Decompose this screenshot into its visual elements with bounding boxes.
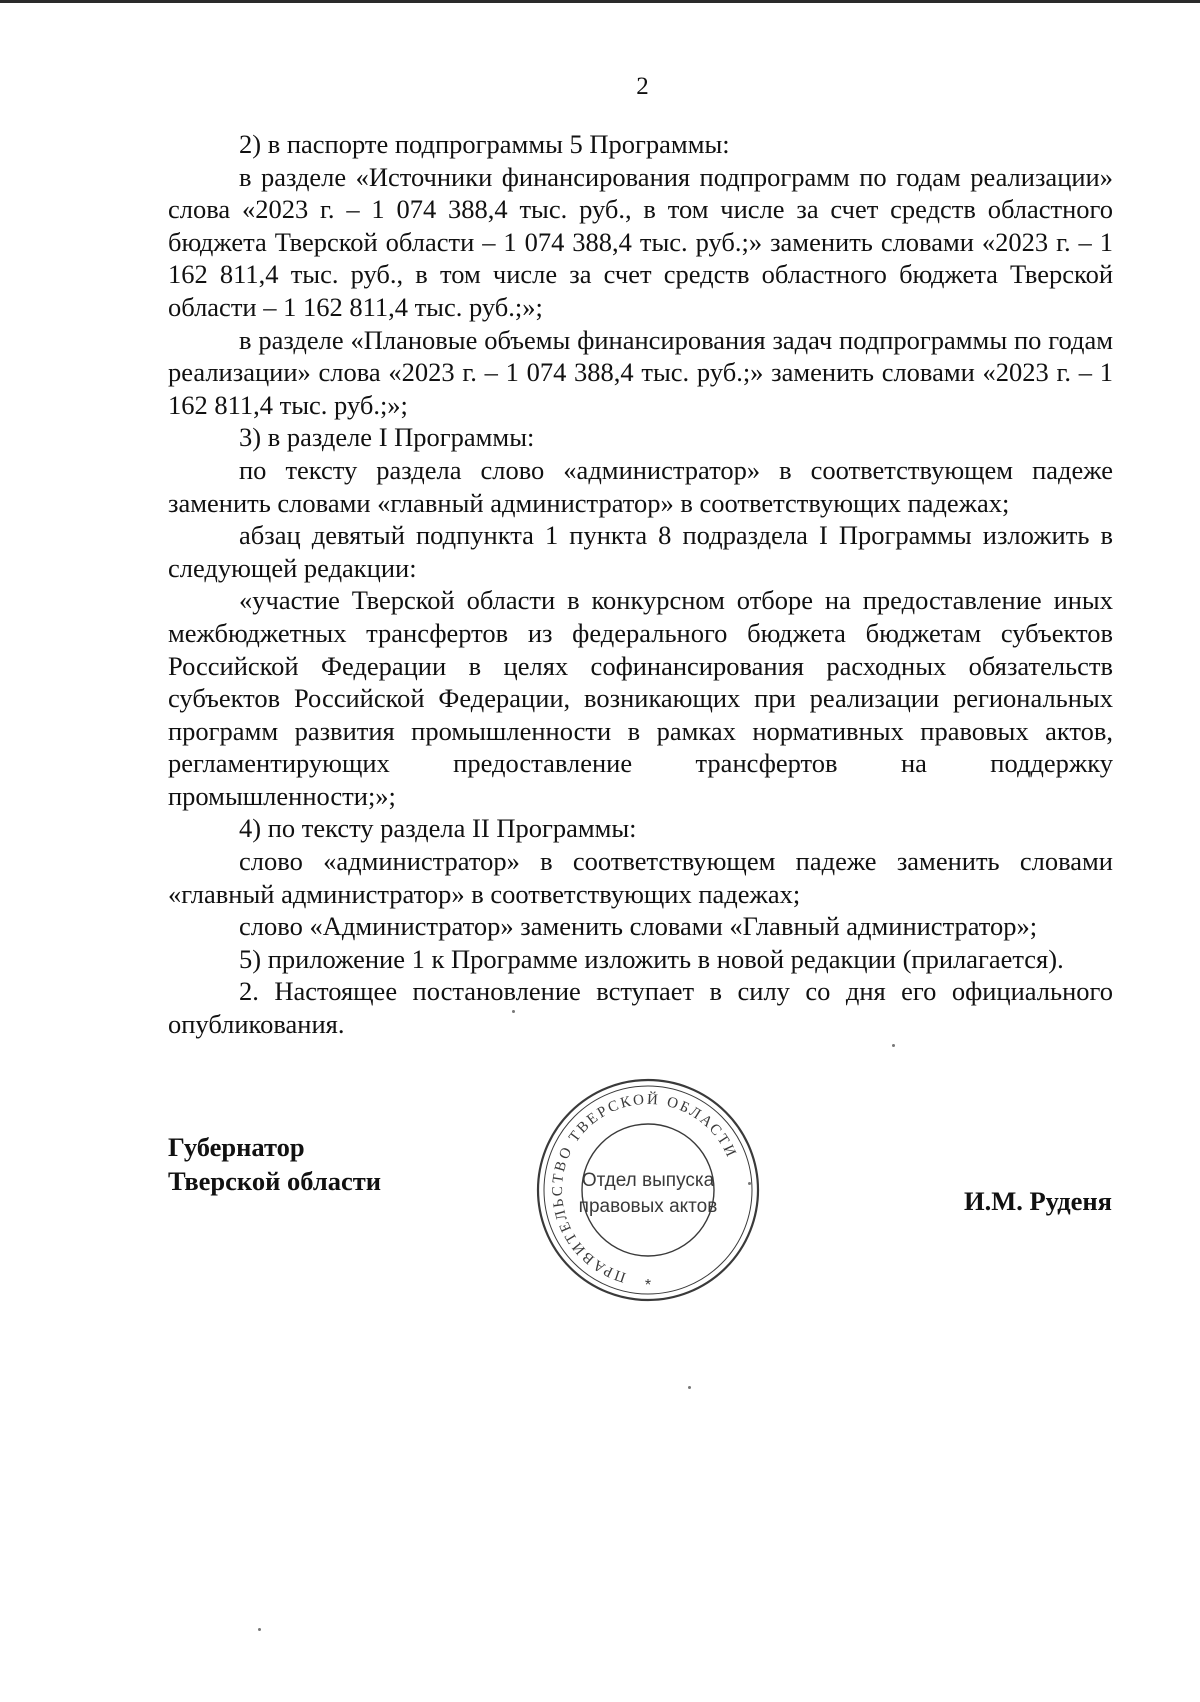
seal-center-line: Отдел выпуска [581,1170,715,1191]
seal-center-line: правовых актов [578,1196,718,1217]
paragraph: в разделе «Источники финансирования подпрограмм по годам реализации» слова «2023 г. – 1 074 388,4 тыс. руб., в том числе за счет средств областного бюджета Тверской области – 1 074 388,4 тыс. руб.;» заменить словами «2023 г. – 1 162 811,4 тыс. руб., в том числе за счет средств областного бюджета Тверской области – 1 162 811,4 тыс. руб.;»; [168,161,1113,322]
seal-star: * [644,1277,652,1294]
signatory-title-line: Губернатор [168,1132,305,1162]
signatory-title-line: Тверской области [168,1166,381,1196]
document-body [168,128,1113,1041]
scan-speck [512,1010,515,1013]
signatory-title [168,1130,381,1198]
scan-speck [892,1044,895,1047]
paragraph: 4) по тексту раздела II Программы: [239,813,637,844]
seal-ring-text-path: ПРАВИТЕЛЬСТВО ТВЕРСКОЙ ОБЛАСТИ [550,1091,740,1285]
scan-speck [688,1386,691,1389]
paragraph: 3) в разделе I Программы: [239,422,535,453]
paragraph: по тексту раздела слово «администратор» в соответствующем падеже заменить словами «главный администратор» в соответствующих падежах; [168,454,1113,518]
paragraph: в разделе «Плановые объемы финансирования задач подпрограммы по годам реализации» слова «2023 г. – 1 074 388,4 тыс. руб.;» заменить словами «2023 г. – 1 162 811,4 тыс. руб.;»; [168,324,1113,420]
paragraph: 2. Настоящее постановление вступает в силу со дня его официального опубликования. [168,976,1113,1040]
paragraph: слово «администратор» в соответствующем падеже заменить словами «главный администратор» в соответствующих падежах; [168,846,1113,909]
page-number: 2 [636,73,649,100]
signatory-name: И.М. Руденя [963,1186,1112,1216]
official-seal [534,1076,762,1306]
scan-top-border [0,0,1200,3]
paragraph: 5) приложение 1 к Программе изложить в новой редакции (прилагается). [239,943,1064,974]
paragraph: абзац девятый подпункта 1 пункта 8 подраздела I Программы изложить в следующей редакции: [168,520,1113,583]
paragraph: «участие Тверской области в конкурсном отборе на предоставление иных межбюджетных трансфертов из федерального бюджета бюджетам субъектов Российской Федерации в целях софинансирования расходных обязательств субъектов Российской Федерации, возникающих при реализации региональных программ развития промышленности в рамках нормативных правовых актов, регламентирующих предоставление трансфертов на поддержку промышленности;»; [168,585,1113,811]
paragraph: слово «Администратор» заменить словами «Главный администратор»; [239,911,1038,942]
paragraph: 2) в паспорте подпрограммы 5 Программы: [239,129,730,159]
scan-speck [748,1182,751,1185]
scan-speck [258,1628,261,1631]
